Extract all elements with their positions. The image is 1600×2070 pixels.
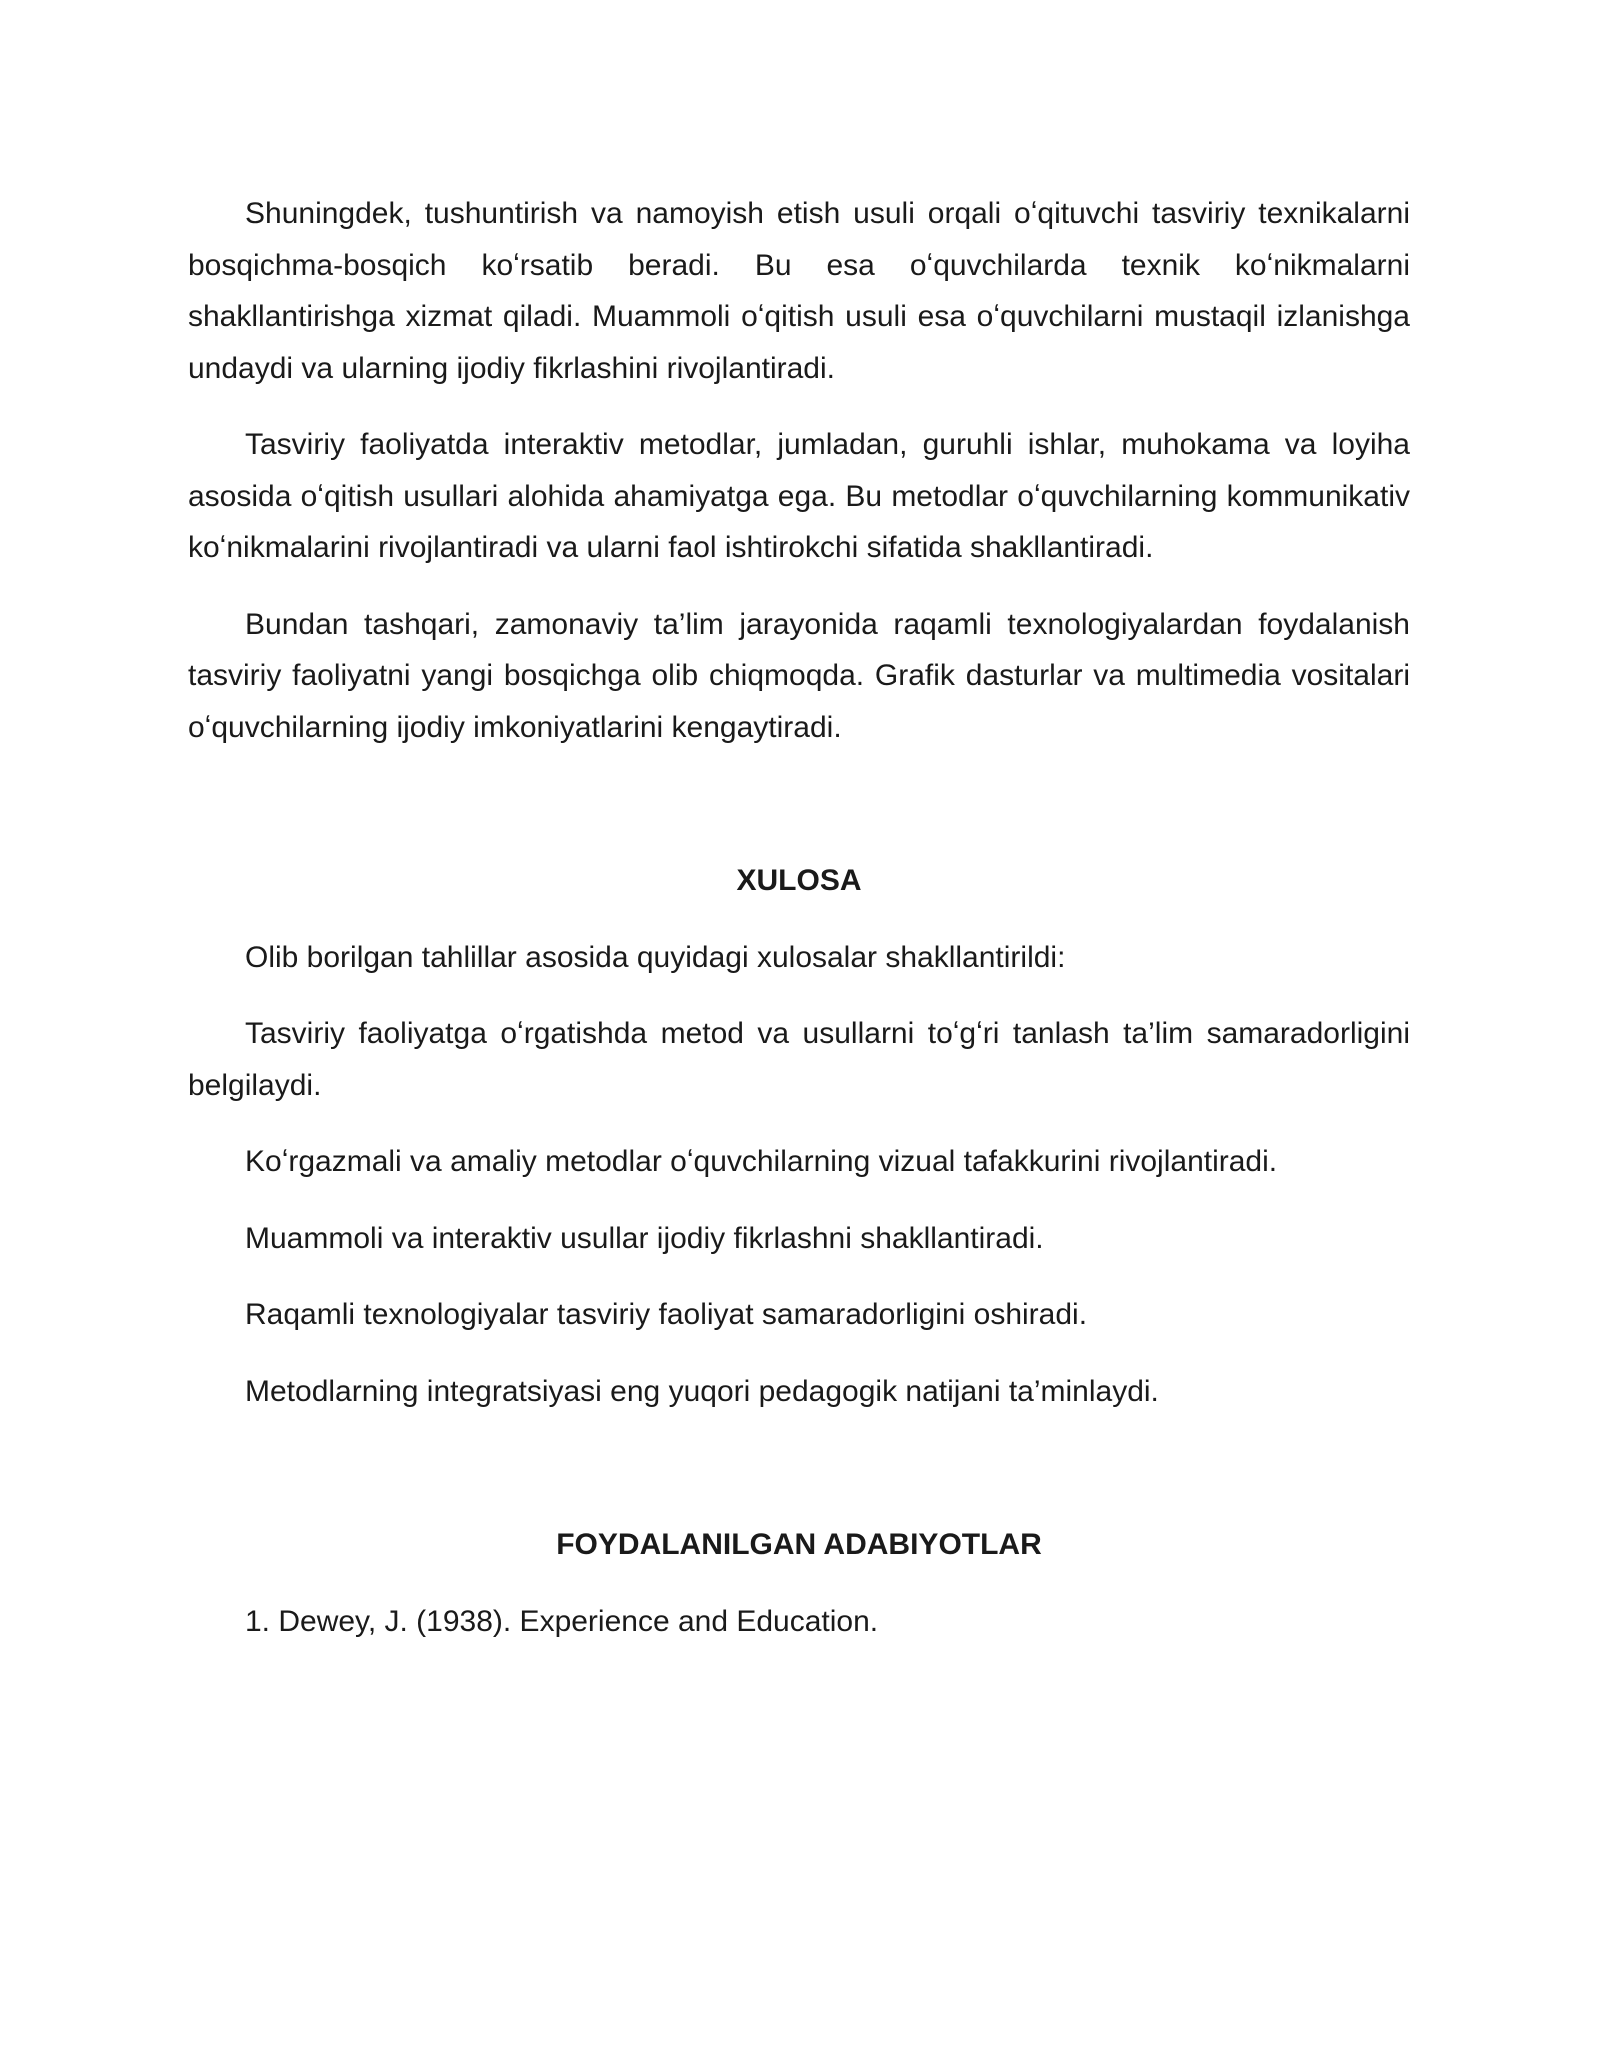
conclusion-point: Metodlarning integratsiyasi eng yuqori pedagogik natijani ta’minlaydi. — [245, 1374, 1159, 1408]
conclusion-point: Tasviriy faoliyatga oʻrgatishda metod va usullarni toʻgʻri tanlash ta’lim samaradorligini belgilaydi. — [188, 1017, 1410, 1102]
body-paragraph: Tasviriy faoliyatda interaktiv metodlar, jumladan, guruhli ishlar, muhokama va loyiha asosida oʻqitish usullari alohida ahamiyatga ega. Bu metodlar oʻquvchilarning kommunikativ koʻnikmalarini rivojlantiradi va ularni faol ishtirokchi sifatida shakllantiradi. — [188, 428, 1410, 564]
page-content — [188, 188, 1410, 1672]
references-heading: FOYDALANILGAN ADABIYOTLAR — [556, 1528, 1042, 1561]
conclusion-point: Muammoli va interaktiv usullar ijodiy fikrlashni shakllantiradi. — [245, 1221, 1044, 1255]
conclusion-heading: XULOSA — [736, 864, 862, 897]
conclusion-point: Koʻrgazmali va amaliy metodlar oʻquvchilarning vizual tafakkurini rivojlantiradi. — [245, 1145, 1278, 1178]
conclusion-point: Raqamli texnologiyalar tasviriy faoliyat samaradorligini oshiradi. — [245, 1298, 1088, 1331]
body-paragraph: Shuningdek, tushuntirish va namoyish etish usuli orqali oʻqituvchi tasviriy texnikalarni bosqichma-bosqich koʻrsatib beradi. Bu esa oʻquvchilarda texnik koʻnikmalarni shakllantirishga xizmat qiladi. Muammoli oʻqitish usuli esa oʻquvchilarni mustaqil izlanishga undaydi va ularning ijodiy fikrlashini rivojlantiradi. — [188, 197, 1410, 385]
body-paragraph: Bundan tashqari, zamonaviy ta’lim jarayonida raqamli texnologiyalardan foydalanish tasviriy faoliyatni yangi bosqichga olib chiqmoqda. Grafik dasturlar va multimedia vositalari oʻquvchilarning ijodiy imkoniyatlarini kengaytiradi. — [188, 607, 1410, 744]
conclusion-intro: Olib borilgan tahlillar asosida quyidagi xulosalar shakllantirildi: — [245, 940, 1066, 974]
reference-item: 1. Dewey, J. (1938). Experience and Education. — [245, 1604, 879, 1638]
